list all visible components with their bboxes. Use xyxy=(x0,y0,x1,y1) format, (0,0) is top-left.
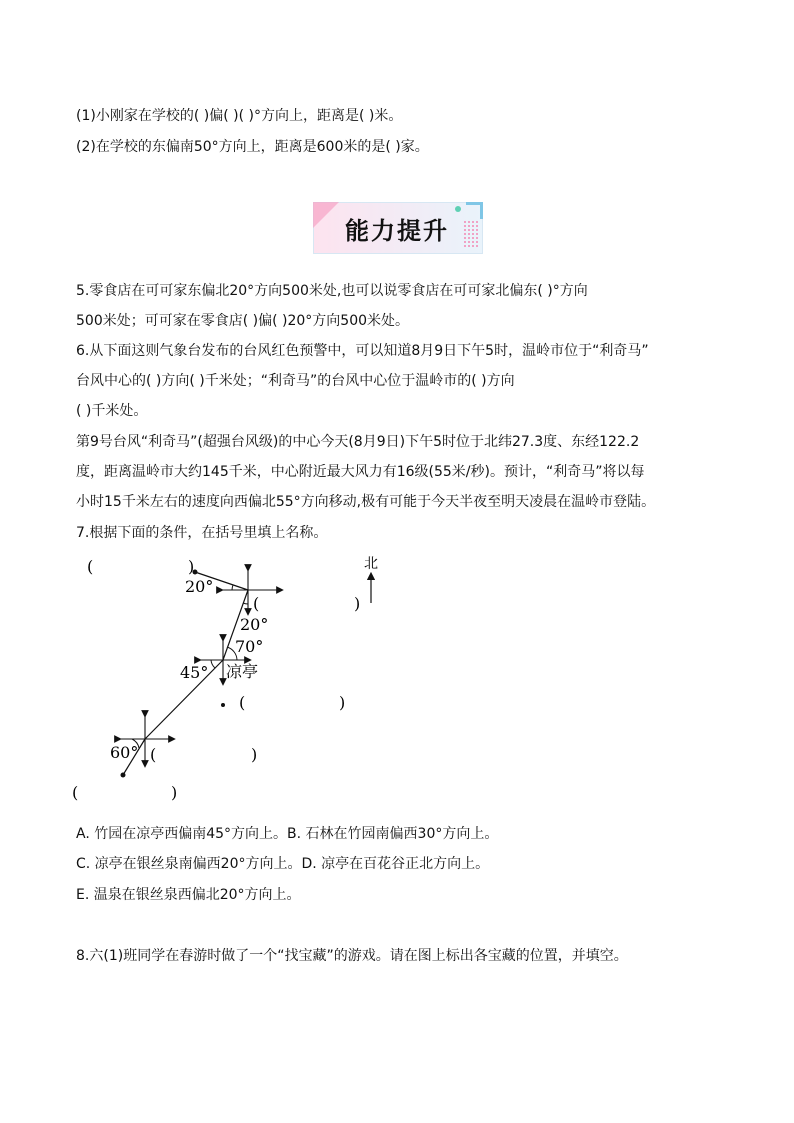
angle-label-20-left: 20° xyxy=(185,577,214,596)
q5-line-1: 5.零食店在可可家东偏北20°方向500米处,也可以说零食店在可可家北偏东( )°方向 xyxy=(76,283,588,299)
angle-arc-20-left xyxy=(232,585,233,590)
point-middle xyxy=(221,703,225,707)
answer-bracket-right-close: ) xyxy=(354,594,361,613)
q6-line-1: 6.从下面这则气象台发布的台风红色预警中，可以知道8月9日下午5时，温岭市位于“利奇马” xyxy=(76,343,649,359)
answer-bracket-mid-open: ( xyxy=(239,693,246,712)
section-banner xyxy=(313,202,483,254)
q5-line-2: 500米处；可可家在零食店( )偏( )20°方向500米处。 xyxy=(76,313,410,329)
angle-arc-45 xyxy=(211,660,215,668)
angle-label-60: 60° xyxy=(110,743,139,762)
q7-condition-ab: A. 竹园在凉亭西偏南45°方向上。B. 石林在竹园南偏西30°方向上。 xyxy=(76,826,499,842)
q6-news-line-1: 第9号台风“利奇马”(超强台风级)的中心今天(8月9日)下午5时位于北纬27.3度、东经122.2 xyxy=(76,434,640,450)
answer-bracket-low-open: ( xyxy=(150,745,157,764)
answer-bracket-mid-close: ) xyxy=(339,693,346,712)
answer-bracket-right-open: ( xyxy=(253,594,260,613)
q6-news-line-3: 小时15千米左右的速度向西偏北55°方向移动,极有可能于今天半夜至明天凌晨在温岭市登陆。 xyxy=(76,494,656,510)
q-prev-line-2: (2)在学校的东偏南50°方向上，距离是600米的是( )家。 xyxy=(76,139,429,155)
answer-bracket-top-left-close: ) xyxy=(188,557,195,576)
q6-line-2: 台风中心的( )方向( )千米处；“利奇马”的台风中心位于温岭市的( )方向 xyxy=(76,373,515,389)
q7-direction-diagram xyxy=(60,548,420,810)
angle-label-70: 70° xyxy=(235,637,264,656)
q7-condition-e: E. 温泉在银丝泉西偏北20°方向上。 xyxy=(76,887,301,903)
north-label: 北 xyxy=(364,556,378,572)
point-bottom xyxy=(121,773,126,778)
q-prev-line-1: (1)小刚家在学校的( )偏( )( )°方向上，距离是( )米。 xyxy=(76,108,403,124)
answer-bracket-bottom-close: ) xyxy=(171,783,178,802)
angle-label-20-down: 20° xyxy=(240,615,269,634)
direction-cross-center xyxy=(220,568,280,612)
answer-bracket-bottom-open: ( xyxy=(72,783,79,802)
q7-title: 7.根据下面的条件，在括号里填上名称。 xyxy=(76,525,328,541)
angle-label-45: 45° xyxy=(180,663,209,682)
banner-title: 能力提升 xyxy=(345,217,449,245)
pavilion-label: 凉亭 xyxy=(226,662,259,681)
q7-condition-cd: C. 凉亭在银丝泉南偏西20°方向上。D. 凉亭在百花谷正北方向上。 xyxy=(76,856,490,872)
answer-bracket-top-left-open: ( xyxy=(87,557,94,576)
angle-arc-20-down xyxy=(243,603,248,604)
q6-news-line-2: 度，距离温岭市大约145千米，中心附近最大风力有16级(55米/秒)。预计，“利奇马”将以每 xyxy=(76,464,645,480)
q6-line-3: ( )千米处。 xyxy=(76,403,148,419)
q8-line-1: 8.六(1)班同学在春游时做了一个“找宝藏”的游戏。请在图上标出各宝藏的位置，并填空。 xyxy=(76,948,628,964)
answer-bracket-low-close: ) xyxy=(251,745,258,764)
